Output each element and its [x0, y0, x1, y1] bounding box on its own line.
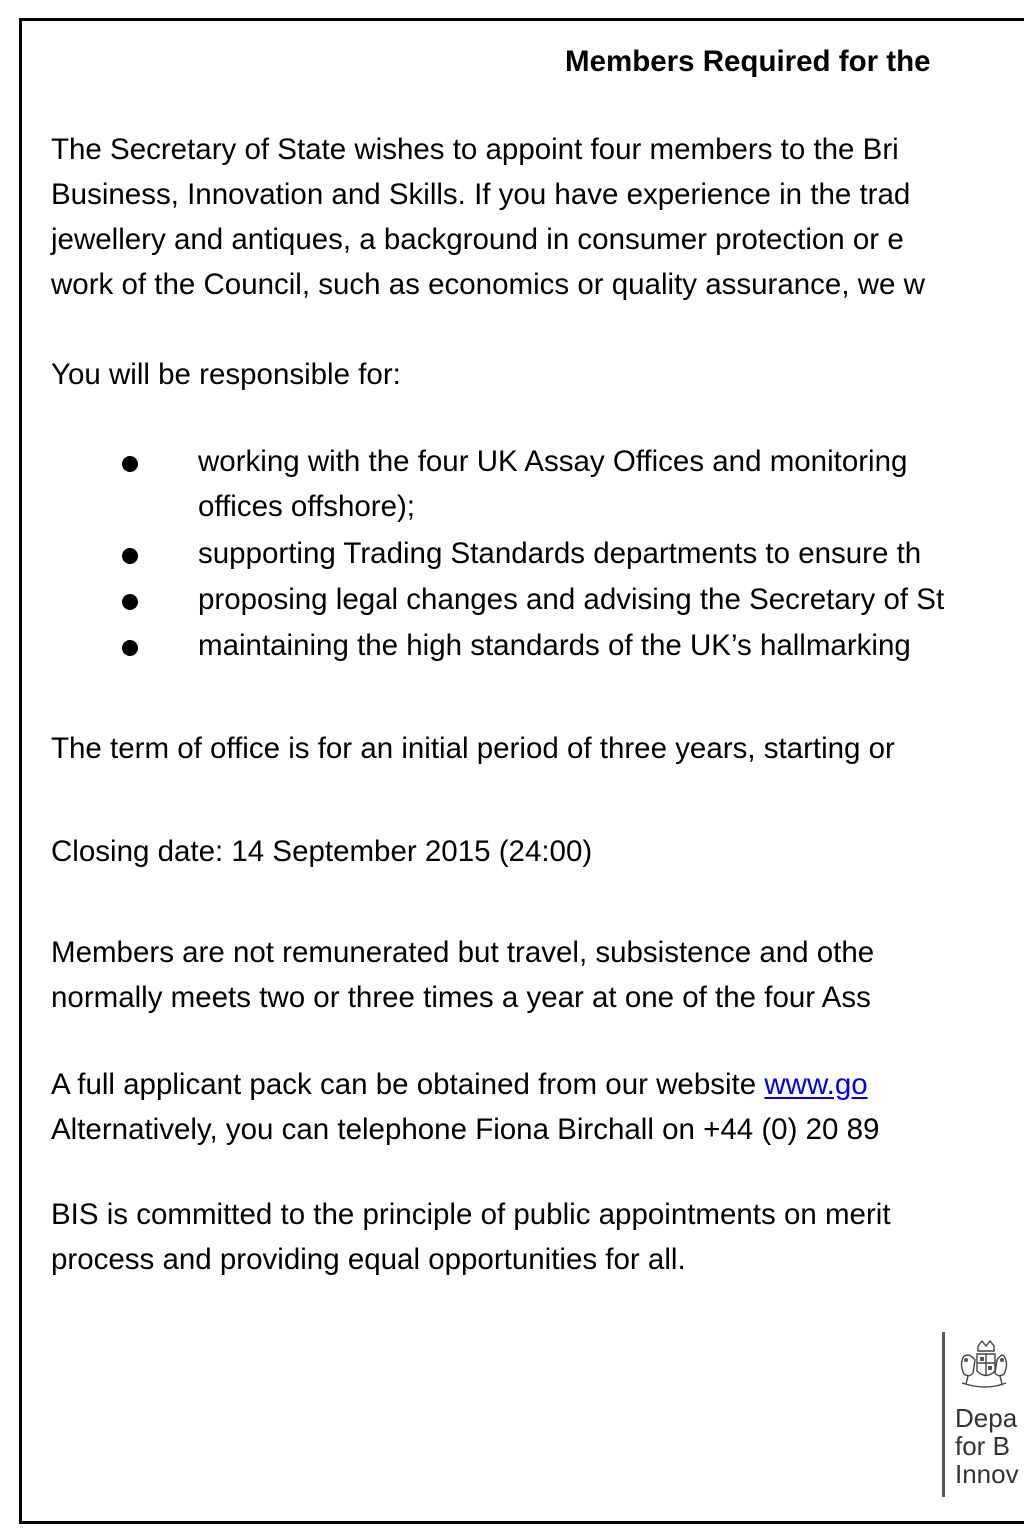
logo-text-line-1: Depa [955, 1403, 1018, 1433]
term-of-office: The term of office is for an initial period of three years, starting or [51, 732, 895, 765]
bullet-icon [122, 456, 138, 472]
logo-text-line-3: Innov [955, 1459, 1019, 1489]
intro-line-1: The Secretary of State wishes to appoint four members to the Bri [51, 133, 899, 166]
logo-text-line-2: for B [955, 1431, 1010, 1461]
applicant-pack-line-1 [51, 1067, 868, 1103]
bullet-icon [122, 548, 138, 564]
bullet-item-1-line-2: offices offshore); [198, 490, 416, 523]
applicant-pack-line-2: Alternatively, you can telephone Fiona Birchall on +44 (0) 20 89 [51, 1113, 880, 1146]
commitment-line-1: BIS is committed to the principle of public appointments on merit [51, 1198, 891, 1231]
website-link[interactable]: www.go [764, 1068, 868, 1101]
intro-line-4: work of the Council, such as economics or quality assurance, we w [51, 268, 925, 301]
bullet-item-1-line-1: working with the four UK Assay Offices and monitoring [198, 445, 908, 478]
remuneration-line-1: Members are not remunerated but travel, subsistence and othe [51, 936, 875, 969]
department-logo [942, 1332, 1024, 1502]
bullet-item-4: maintaining the high standards of the UK’s hallmarking [198, 629, 911, 662]
bullet-icon [122, 594, 138, 610]
document-title: Members Required for the [565, 45, 931, 78]
responsibilities-heading: You will be responsible for: [51, 358, 401, 391]
commitment-line-2: process and providing equal opportunities for all. [51, 1243, 686, 1276]
bullet-item-2: supporting Trading Standards departments to ensure th [198, 537, 922, 570]
bullet-icon [122, 640, 138, 656]
logo-divider [942, 1332, 945, 1497]
closing-date: Closing date: 14 September 2015 (24:00) [51, 835, 593, 868]
bullet-item-3: proposing legal changes and advising the Secretary of St [198, 583, 945, 616]
remuneration-line-2: normally meets two or three times a year at one of the four Ass [51, 981, 871, 1014]
royal-coat-of-arms-icon [954, 1338, 1014, 1394]
intro-line-3: jewellery and antiques, a background in consumer protection or e [51, 223, 904, 256]
applicant-pack-text: A full applicant pack can be obtained from our website [51, 1068, 765, 1101]
intro-line-2: Business, Innovation and Skills. If you have experience in the trad [51, 178, 911, 211]
